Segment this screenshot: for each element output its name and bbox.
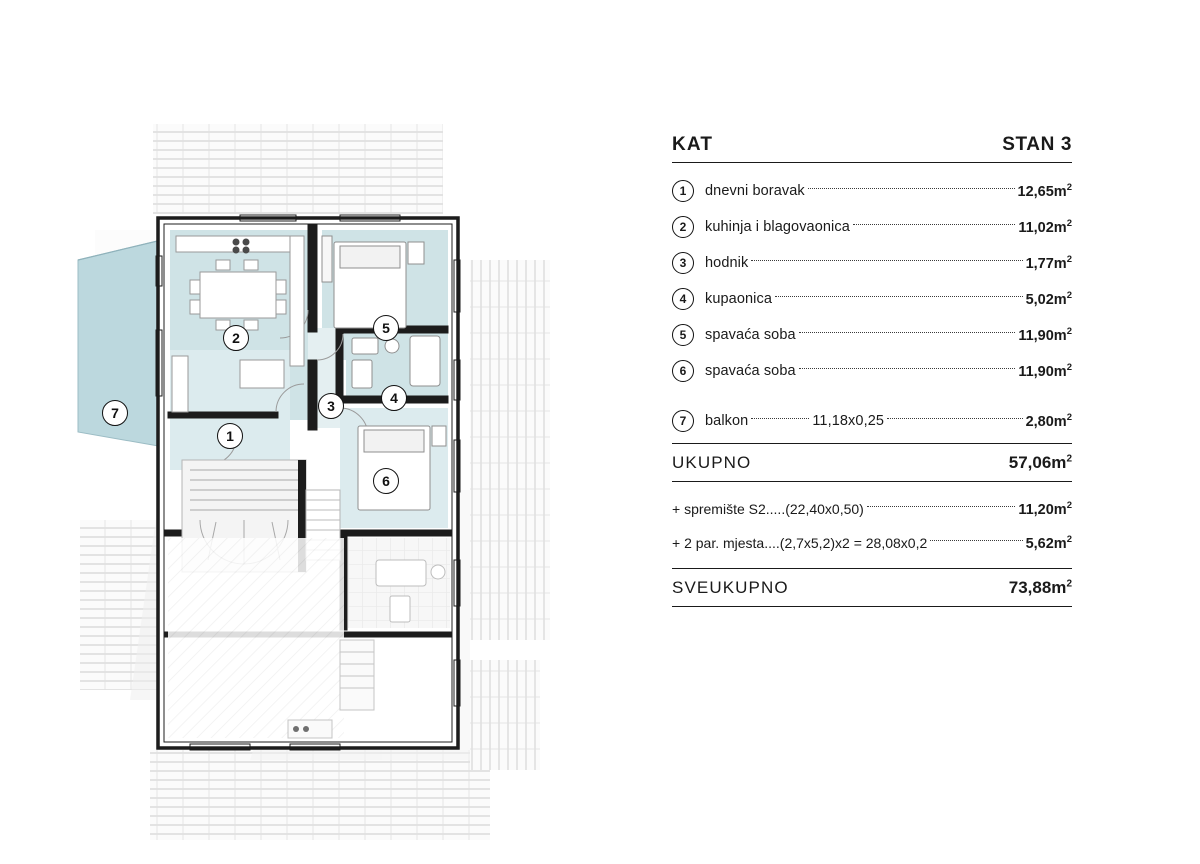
floor-plan: [40, 60, 640, 840]
legend-label-4: kupaonica: [705, 291, 773, 307]
legend-area-value-4: 5,02m: [1025, 291, 1067, 308]
legend-label-6: spavaća soba: [705, 363, 796, 379]
list-item: [672, 173, 1072, 209]
legend-area-2: [1018, 218, 1072, 236]
legend-header: [672, 134, 1072, 163]
room-badge-1: 1: [217, 423, 243, 449]
legend-number-6: 6: [672, 360, 694, 382]
legend-area-value-2: 11,02m: [1018, 219, 1067, 236]
grand-total-row: [672, 568, 1072, 607]
leader-dots: [808, 188, 1015, 189]
legend-area-unit-4: 2: [1066, 290, 1072, 302]
room-badge-2: 2: [223, 325, 249, 351]
total-label: UKUPNO: [672, 453, 752, 472]
legend-number-3: 3: [672, 252, 694, 274]
legend-area-unit-6: 2: [1066, 362, 1072, 374]
leader-dots: [775, 296, 1023, 297]
legend-label-5: spavaća soba: [705, 327, 796, 343]
room-badge-5: 5: [373, 315, 399, 341]
list-item: [672, 353, 1072, 389]
grand-total-value: [1009, 578, 1072, 598]
leader-dots: [751, 418, 809, 419]
extra-label-storage: + spremište S2.....(22,40x0,50): [672, 501, 864, 517]
leader-dots: [751, 260, 1022, 261]
legend-area-7: [1026, 412, 1072, 430]
room-badge-4: 4: [381, 385, 407, 411]
total-value-number: 57,06m: [1008, 453, 1067, 472]
total-row: [672, 443, 1072, 482]
legend-room-list: [672, 173, 1072, 439]
list-item: [672, 317, 1072, 353]
legend-label-7: balkon: [705, 413, 749, 429]
room-badge-3: 3: [318, 393, 344, 419]
list-item: [672, 209, 1072, 245]
legend-number-1: 1: [672, 180, 694, 202]
total-value: [1009, 453, 1072, 473]
legend-area-value-6: 11,90m: [1018, 363, 1067, 380]
extra-area-storage-value: 11,20m: [1018, 501, 1067, 518]
legend-area-5: [1018, 326, 1072, 344]
leader-dots: [867, 506, 1015, 507]
legend-area-unit-5: 2: [1066, 326, 1072, 338]
total-value-unit: 2: [1066, 453, 1072, 465]
leader-dots: [853, 224, 1015, 225]
legend-area-unit-7: 2: [1066, 412, 1072, 424]
legend-number-4: 4: [672, 288, 694, 310]
legend-area-value-1: 12,65m: [1017, 183, 1067, 200]
legend-area-value-3: 1,77m: [1025, 255, 1067, 272]
grand-total-label: SVEUKUPNO: [672, 578, 789, 597]
leader-dots: [930, 540, 1022, 541]
extra-area-parking-unit: 2: [1066, 534, 1072, 546]
grand-total-unit: 2: [1066, 578, 1072, 590]
leader-dots: [799, 332, 1016, 333]
legend-area-6: [1018, 362, 1072, 380]
legend-area-value-7: 2,80m: [1025, 413, 1067, 430]
list-item: [672, 245, 1072, 281]
leader-dots: [799, 368, 1016, 369]
legend-area-3: [1026, 254, 1072, 272]
floor-plan-drawing: [40, 60, 640, 840]
list-item: [672, 403, 1072, 439]
legend-number-2: 2: [672, 216, 694, 238]
legend-dimension-7: 11,18x0,25: [812, 413, 885, 429]
legend-area-unit-1: 2: [1066, 182, 1072, 194]
legend-panel: [672, 134, 1072, 607]
room-badge-6: 6: [373, 468, 399, 494]
legend-label-2: kuhinja i blagovaonica: [705, 219, 850, 235]
floor-label: KAT: [672, 134, 714, 155]
unit-label: STAN 3: [1002, 134, 1072, 155]
extra-label-parking: + 2 par. mjesta....(2,7x5,2)x2 = 28,08x0,2: [672, 535, 928, 551]
legend-area-4: [1026, 290, 1072, 308]
grand-total-number: 73,88m: [1008, 578, 1067, 597]
legend-label-3: hodnik: [705, 255, 749, 271]
extras-list: [672, 492, 1072, 560]
extra-area-storage-unit: 2: [1066, 500, 1072, 512]
legend-label-1: dnevni boravak: [705, 183, 805, 199]
list-item: [672, 526, 1072, 560]
list-item: [672, 492, 1072, 526]
extra-area-parking-value: 5,62m: [1025, 535, 1067, 552]
extra-area-parking: [1026, 534, 1072, 552]
leader-dots: [887, 418, 1023, 419]
legend-area-value-5: 11,90m: [1018, 327, 1067, 344]
list-item: [672, 281, 1072, 317]
extra-area-storage: [1018, 500, 1072, 518]
legend-area-1: [1018, 182, 1072, 200]
room-badge-7: 7: [102, 400, 128, 426]
legend-area-unit-2: 2: [1066, 218, 1072, 230]
legend-area-unit-3: 2: [1066, 254, 1072, 266]
legend-number-7: 7: [672, 410, 694, 432]
legend-number-5: 5: [672, 324, 694, 346]
spacer: [672, 389, 1072, 403]
